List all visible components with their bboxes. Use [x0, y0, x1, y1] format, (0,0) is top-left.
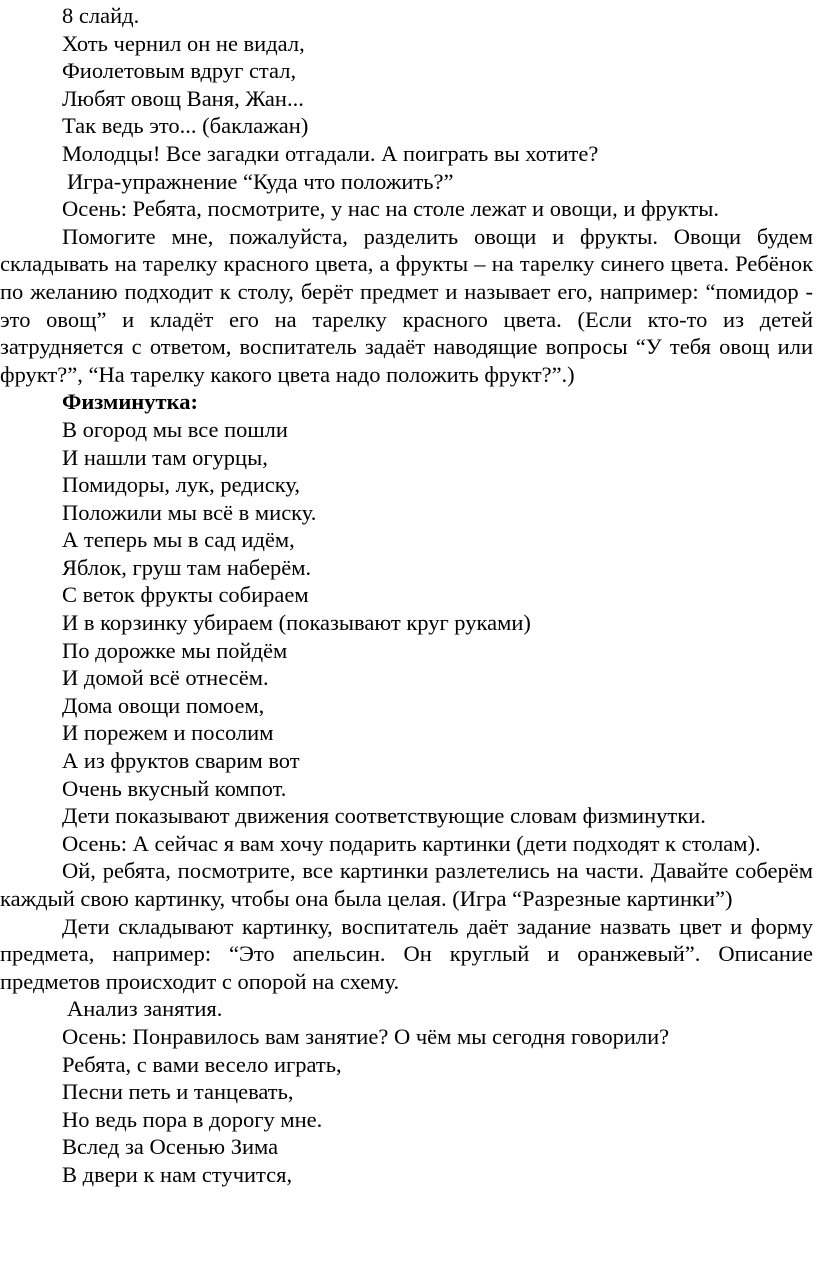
- poem-line: Яблок, груш там наберём.: [62, 554, 312, 580]
- poem-line: Но ведь пора в дорогу мне.: [62, 1106, 323, 1132]
- autumn-question-line: Осень: Понравилось вам занятие? О чём мы сегодня говорили?: [62, 1023, 670, 1049]
- slide-heading: 8 слайд.: [62, 3, 140, 28]
- autumn-gift-line: Осень: А сейчас я вам хочу подарить картинки (дети подходят к столам).: [62, 830, 761, 856]
- autumn-table-line: Осень: Ребята, посмотрите, у нас на столе лежат и овощи, и фрукты.: [62, 196, 719, 222]
- poem-line: Ребята, с вами весело играть,: [62, 1051, 342, 1077]
- riddle-poem: [0, 30, 813, 140]
- movements-note: Дети показывают движения соответствующие словам физминутки.: [62, 803, 706, 829]
- game-title: Игра-упражнение “Куда что положить?”: [67, 168, 454, 194]
- poem-line: Фиолетовым вдруг стал,: [62, 58, 297, 84]
- fizminutka-heading: Физминутка:: [62, 389, 198, 415]
- poem-line: А из фруктов сварим вот: [62, 748, 300, 774]
- poem-line: С веток фрукты собираем: [62, 582, 309, 608]
- puzzle-paragraph: Ой, ребята, посмотрите, все картинки разлетелись на части. Давайте соберём каждый свою картинку, чтобы она была целая. (Игра “Разрезные картинки”): [0, 858, 813, 911]
- poem-line: И домой всё отнесём.: [62, 665, 269, 691]
- poem-line: Вслед за Осенью Зима: [62, 1134, 279, 1160]
- fizminutka-poem: [0, 416, 813, 802]
- poem-line: И в корзинку убираем (показывают круг руками): [62, 610, 531, 636]
- poem-line: Так ведь это... (баклажан): [62, 113, 309, 139]
- praise-line: Молодцы! Все загадки отгадали. А поиграть вы хотите?: [62, 140, 599, 166]
- poem-line: Помидоры, лук, редиску,: [62, 472, 300, 498]
- poem-line: И порежем и посолим: [62, 720, 274, 746]
- poem-line: Дома овощи помоем,: [62, 692, 265, 718]
- poem-line: В двери к нам стучится,: [62, 1161, 293, 1187]
- analysis-heading: Анализ занятия.: [67, 996, 223, 1022]
- sorting-paragraph: Помогите мне, пожалуйста, разделить овощи и фрукты. Овощи будем складывать на тарелку красного цвета, а фрукты – на тарелку синего цвета. Ребёнок по желанию подходит к столу, берёт предмет и называет его, например: “помидор - это овощ” и кладёт его на тарелку красного цвета. (Если кто-то из детей затрудняется с ответом, воспитатель задаёт наводящие вопросы “У тебя овощ или фрукт?”, “На тарелку какого цвета надо положить фрукт?”.): [0, 223, 813, 387]
- poem-line: Хоть чернил он не видал,: [62, 30, 305, 56]
- poem-line: Очень вкусный компот.: [62, 775, 287, 801]
- poem-line: А теперь мы в сад идём,: [62, 527, 295, 553]
- poem-line: И нашли там огурцы,: [62, 444, 268, 470]
- farewell-poem: [0, 1051, 813, 1189]
- poem-line: По дорожке мы пойдём: [62, 637, 288, 663]
- poem-line: Любят овощ Ваня, Жан...: [62, 85, 304, 111]
- poem-line: Положили мы всё в миску.: [62, 499, 317, 525]
- assemble-paragraph: Дети складывают картинку, воспитатель даёт задание назвать цвет и форму предмета, например: “Это апельсин. Он круглый и оранжевый”. Описание предметов происходит с опорой на схему.: [0, 913, 813, 994]
- poem-line: Песни петь и танцевать,: [62, 1079, 294, 1105]
- poem-line: В огород мы все пошли: [62, 416, 288, 442]
